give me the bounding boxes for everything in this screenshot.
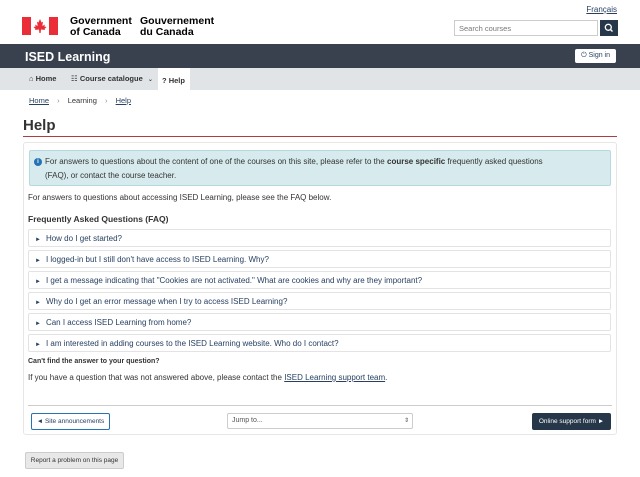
breadcrumb-learning: Learning <box>67 96 97 105</box>
help-icon: ? <box>162 76 167 85</box>
faq-item[interactable] <box>28 271 611 289</box>
support-team-link[interactable]: ISED Learning support team <box>284 373 386 382</box>
nav-course-label: Course catalogue <box>79 74 143 83</box>
jump-to-value: Jump to... <box>232 417 263 424</box>
faq-question: Why do I get an error message when I try to access ISED Learning? <box>45 297 288 306</box>
faq-question: I am interested in adding courses to the ISED Learning website. Who do I contact? <box>45 339 339 348</box>
home-icon: ⌂ <box>29 74 34 83</box>
faq-item[interactable] <box>28 292 611 310</box>
info-text-bold: course specific <box>387 157 446 166</box>
nav-item-home[interactable] <box>24 68 64 90</box>
wordmark-fr-line1: Gouvernement <box>140 15 215 27</box>
breadcrumb-separator-icon: › <box>57 96 60 105</box>
sign-in-button[interactable] <box>575 49 616 63</box>
search-button[interactable] <box>600 20 618 36</box>
info-alert <box>29 150 611 186</box>
faq-item[interactable] <box>28 229 611 247</box>
report-problem-button[interactable]: Report a problem on this page <box>25 452 124 469</box>
online-support-form-button[interactable]: Online support form ► <box>532 413 611 430</box>
page-title: Help <box>23 117 56 134</box>
canada-flag-icon <box>22 17 58 35</box>
caret-right-icon: ► <box>35 321 41 327</box>
wordmark-en-line1: Government <box>70 15 132 27</box>
search-icon <box>600 20 618 36</box>
nav-item-help[interactable] <box>158 68 190 90</box>
wordmark-fr-line2: du Canada <box>140 25 194 38</box>
breadcrumb-separator-icon: › <box>105 96 108 105</box>
gc-wordmark-fr <box>140 16 214 37</box>
gc-wordmark-en <box>70 16 132 37</box>
breadcrumb <box>29 96 131 105</box>
jump-to-select[interactable] <box>227 413 413 429</box>
info-text-line2: (FAQ), or contact the course teacher. <box>45 171 177 180</box>
sign-in-label: Sign in <box>588 52 610 59</box>
faq-question: Can I access ISED Learning from home? <box>45 318 192 327</box>
breadcrumb-help[interactable]: Help <box>115 96 132 105</box>
nav-help-label: Help <box>168 76 185 85</box>
faq-question: I logged-in but I still don't have access to ISED Learning. Why? <box>45 255 269 264</box>
chevron-down-icon: ⌄ <box>147 77 153 83</box>
wordmark-en-line2: of Canada <box>70 25 121 38</box>
info-icon: i <box>34 158 42 166</box>
site-announcements-button[interactable]: ◄ Site announcements <box>31 413 110 430</box>
info-text-post: frequently asked questions <box>447 157 543 166</box>
info-text-pre: For answers to questions about the content of one of the courses on this site, please refer to the <box>45 157 385 166</box>
caret-right-icon: ► <box>35 237 41 243</box>
faq-question: I get a message indicating that "Cookies are not activated." What are cookies and why are they important? <box>45 276 423 285</box>
cant-find-heading: Can't find the answer to your question? <box>28 358 160 365</box>
caret-right-icon: ► <box>35 279 41 285</box>
search-input[interactable]: Search courses <box>454 20 598 36</box>
gc-header <box>0 0 640 44</box>
caret-right-icon: ► <box>35 300 41 306</box>
intro-text: For answers to questions about accessing ISED Learning, please see the FAQ below. <box>28 193 332 202</box>
faq-item[interactable] <box>28 250 611 268</box>
breadcrumb-home[interactable]: Home <box>29 96 50 105</box>
caret-right-icon: ► <box>35 258 41 264</box>
power-icon: ⏻ <box>581 52 587 59</box>
faq-item[interactable] <box>28 313 611 331</box>
select-caret-icon: ⇕ <box>403 418 409 424</box>
nav-home-label: Home <box>35 74 57 83</box>
app-bar <box>0 44 640 68</box>
faq-heading: Frequently Asked Questions (FAQ) <box>28 214 169 224</box>
contact-text-post: . <box>385 373 388 382</box>
main-nav <box>0 68 640 90</box>
title-divider <box>23 136 617 137</box>
contact-text <box>28 373 387 382</box>
caret-right-icon: ► <box>35 342 41 348</box>
grid-icon: ☷ <box>71 74 78 83</box>
app-title[interactable]: ISED Learning <box>25 50 111 64</box>
nav-item-course-catalogue[interactable] <box>66 68 156 90</box>
footer-divider <box>28 405 612 406</box>
faq-item[interactable] <box>28 334 611 352</box>
faq-question: How do I get started? <box>45 234 122 243</box>
language-toggle-link[interactable]: Français <box>586 5 617 14</box>
contact-text-pre: If you have a question that was not answered above, please contact the <box>28 373 282 382</box>
